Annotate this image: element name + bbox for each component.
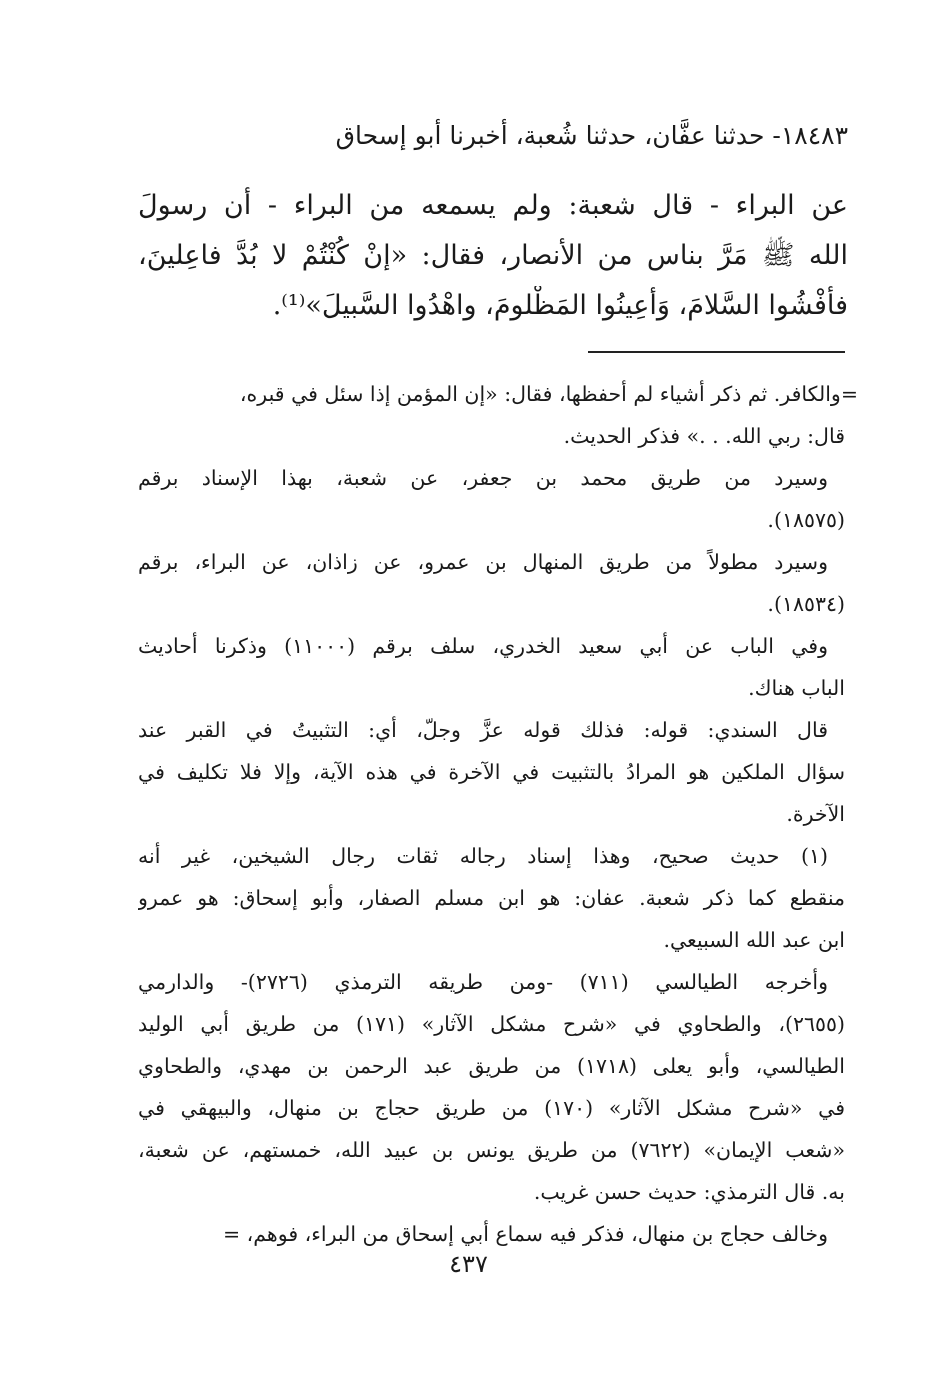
footnote-line: وأخرجه الطيالسي (٧١١) -ومن طريقه الترمذي (٢٧٢٦)- والدارمي — [138, 970, 828, 994]
footnote-line: (١) حديث صحيح، وهذا إسناد رجاله ثقات رجال الشيخين، غير أنه — [138, 844, 828, 868]
footnote-line: ابن عبد الله السبيعي. — [663, 928, 845, 952]
footnote-line: وسيرد مطولاً من طريق المنهال بن عمرو، عن زاذان، عن البراء، برقم — [138, 550, 828, 574]
footnote-line: «شعب الإيمان» (٧٦٢٢) من طريق يونس بن عبيد الله، خمستهم، عن شعبة، — [138, 1138, 845, 1162]
footnote-line: قال السندي: قوله: فذلك قوله عزَّ وجلّ، أي: التثبيتُ في القبر عند — [138, 718, 828, 742]
page-number: ٤٣٧ — [449, 1250, 488, 1278]
footnote-line: في «شرح مشكل الآثار» (١٧٠) من طريق حجاج بن منهال، والبيهقي في — [138, 1096, 845, 1120]
footnote-line: (٢٦٥٥)، والطحاوي في «شرح مشكل الآثار» (١٧١) من طريق أبي الوليد — [138, 1012, 845, 1036]
hadith-line: الله ﷺ مَرَّ بناس من الأنصار، فقال: «إنْ كُنْتُمْ لا بُدَّ فاعِلينَ، — [138, 240, 848, 271]
hadith-line: فأفْشُوا السَّلامَ، وَأعِينُوا المَظْلومَ، واهْدُوا السَّبيلَ»⁽¹⁾. — [272, 290, 848, 321]
footnote-line: به. قال الترمذي: حديث حسن غريب. — [533, 1180, 845, 1204]
footnote-line: (١٨٥٧٥). — [767, 508, 845, 532]
footnote-line: =والكافر. ثم ذكر أشياء لم أحفظها، فقال: «إن المؤمن إذا سئل في قبره، — [239, 382, 858, 406]
footnote-line: سؤال الملكين هو المرادُ بالتثبيت في الآخرة في هذه الآية، وإلا فلا تكليف في — [138, 760, 845, 784]
footnote-line: منقطع كما ذكر شعبة. عفان: هو ابن مسلم الصفار، وأبو إسحاق: هو عمرو — [138, 886, 845, 910]
footnote-line: الآخرة. — [786, 802, 845, 826]
footnote-separator — [588, 351, 845, 353]
footnote-line: قال: ربي الله. . .» فذكر الحديث. — [563, 424, 845, 448]
footnote-line: الطيالسي، وأبو يعلى (١٧١٨) من طريق عبد الرحمن بن مهدي، والطحاوي — [138, 1054, 845, 1078]
footnote-line: (١٨٥٣٤). — [767, 592, 845, 616]
footnote-line: وسيرد من طريق محمد بن جعفر، عن شعبة، بهذا الإسناد برقم — [138, 466, 828, 490]
footnote-line: وفي الباب عن أبي سعيد الخدري، سلف برقم (١١٠٠٠) وذكرنا أحاديث — [138, 634, 828, 658]
footnote-line: وخالف حجاج بن منهال، فذكر فيه سماع أبي إسحاق من البراء، فوهم، = — [222, 1222, 828, 1246]
hadith-line: عن البراء - قال شعبة: ولم يسمعه من البراء - أن رسولَ — [138, 190, 848, 221]
hadith-header: ١٨٤٨٣- حدثنا عفَّان، حدثنا شُعبة، أخبرنا أبو إسحاق — [335, 121, 848, 150]
footnote-line: الباب هناك. — [748, 676, 845, 700]
